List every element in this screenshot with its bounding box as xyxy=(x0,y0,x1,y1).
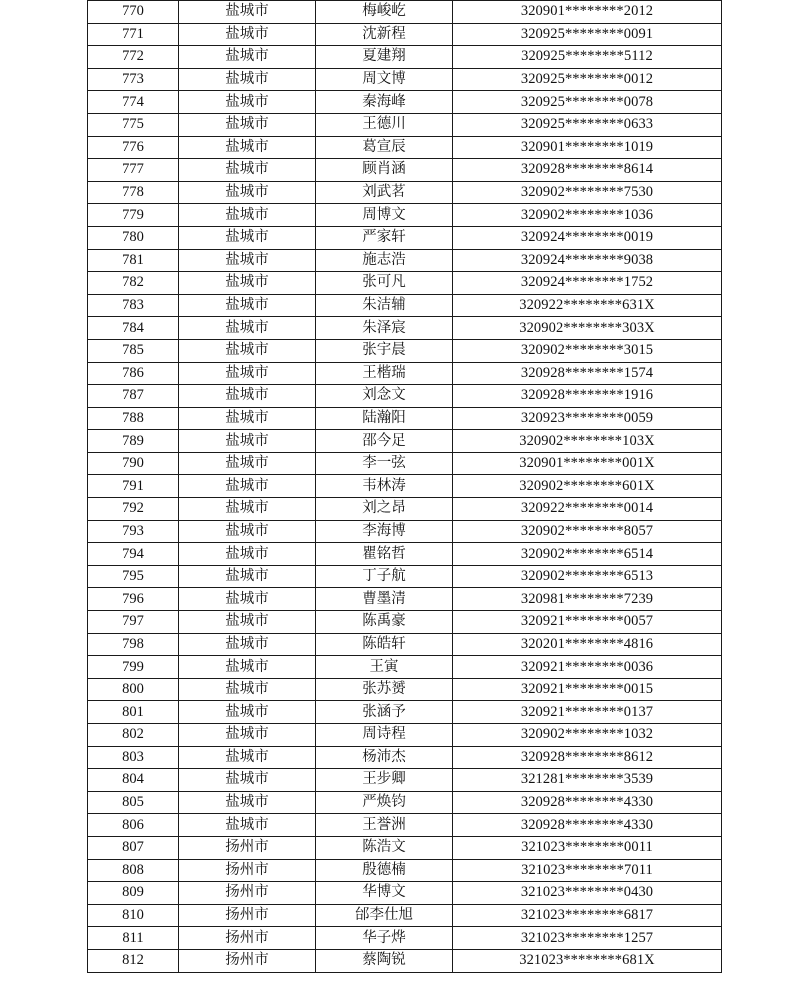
city-cell: 扬州市 xyxy=(179,836,316,859)
person-name-cell: 张宇晨 xyxy=(316,339,453,362)
city-cell: 扬州市 xyxy=(179,882,316,905)
id-number-cell: 320925********0633 xyxy=(453,113,722,136)
row-number-cell: 809 xyxy=(88,882,179,905)
table-row xyxy=(88,701,722,724)
id-number-cell: 320925********0012 xyxy=(453,68,722,91)
city-cell: 盐城市 xyxy=(179,611,316,634)
id-number-cell: 320923********0059 xyxy=(453,407,722,430)
row-number-cell: 782 xyxy=(88,272,179,295)
table-row xyxy=(88,159,722,182)
row-number-cell: 798 xyxy=(88,633,179,656)
table-row xyxy=(88,611,722,634)
row-number-cell: 777 xyxy=(88,159,179,182)
row-number-cell: 807 xyxy=(88,836,179,859)
row-number-cell: 774 xyxy=(88,91,179,114)
city-cell: 盐城市 xyxy=(179,520,316,543)
id-number-cell: 320901********2012 xyxy=(453,1,722,24)
city-cell: 盐城市 xyxy=(179,430,316,453)
table-row xyxy=(88,565,722,588)
table-row xyxy=(88,249,722,272)
person-name-cell: 陈禹豪 xyxy=(316,611,453,634)
person-name-cell: 顾肖涵 xyxy=(316,159,453,182)
id-number-cell: 320928********1574 xyxy=(453,362,722,385)
person-name-cell: 瞿铭哲 xyxy=(316,543,453,566)
id-number-cell: 320902********6514 xyxy=(453,543,722,566)
row-number-cell: 801 xyxy=(88,701,179,724)
table-row xyxy=(88,46,722,69)
person-name-cell: 邰李仕旭 xyxy=(316,904,453,927)
city-cell: 盐城市 xyxy=(179,46,316,69)
person-name-cell: 李海博 xyxy=(316,520,453,543)
table-row xyxy=(88,339,722,362)
city-cell: 盐城市 xyxy=(179,385,316,408)
city-cell: 盐城市 xyxy=(179,204,316,227)
person-name-cell: 王寅 xyxy=(316,656,453,679)
id-number-cell: 321281********3539 xyxy=(453,769,722,792)
id-number-cell: 321023********0011 xyxy=(453,836,722,859)
person-name-cell: 沈新程 xyxy=(316,23,453,46)
city-cell: 盐城市 xyxy=(179,91,316,114)
table-row xyxy=(88,724,722,747)
row-number-cell: 789 xyxy=(88,430,179,453)
table-row xyxy=(88,633,722,656)
person-name-cell: 蔡陶锐 xyxy=(316,949,453,972)
roster-sheet xyxy=(87,0,721,973)
row-number-cell: 793 xyxy=(88,520,179,543)
row-number-cell: 770 xyxy=(88,1,179,24)
city-cell: 盐城市 xyxy=(179,588,316,611)
table-row xyxy=(88,543,722,566)
id-number-cell: 320902********1032 xyxy=(453,724,722,747)
roster-table xyxy=(87,0,722,973)
table-row xyxy=(88,362,722,385)
row-number-cell: 812 xyxy=(88,949,179,972)
table-row xyxy=(88,294,722,317)
row-number-cell: 806 xyxy=(88,814,179,837)
row-number-cell: 802 xyxy=(88,724,179,747)
person-name-cell: 王步卿 xyxy=(316,769,453,792)
id-number-cell: 320902********8057 xyxy=(453,520,722,543)
person-name-cell: 李一弦 xyxy=(316,452,453,475)
person-name-cell: 殷德楠 xyxy=(316,859,453,882)
table-row xyxy=(88,656,722,679)
id-number-cell: 320922********0014 xyxy=(453,498,722,521)
row-number-cell: 784 xyxy=(88,317,179,340)
city-cell: 盐城市 xyxy=(179,272,316,295)
table-row xyxy=(88,68,722,91)
row-number-cell: 794 xyxy=(88,543,179,566)
person-name-cell: 陈皓轩 xyxy=(316,633,453,656)
city-cell: 盐城市 xyxy=(179,362,316,385)
row-number-cell: 800 xyxy=(88,678,179,701)
id-number-cell: 320902********601X xyxy=(453,475,722,498)
person-name-cell: 曹墨清 xyxy=(316,588,453,611)
table-row xyxy=(88,475,722,498)
city-cell: 盐城市 xyxy=(179,565,316,588)
person-name-cell: 朱泽宸 xyxy=(316,317,453,340)
city-cell: 扬州市 xyxy=(179,904,316,927)
person-name-cell: 刘之昂 xyxy=(316,498,453,521)
row-number-cell: 783 xyxy=(88,294,179,317)
row-number-cell: 778 xyxy=(88,181,179,204)
person-name-cell: 葛宣辰 xyxy=(316,136,453,159)
row-number-cell: 776 xyxy=(88,136,179,159)
person-name-cell: 张涵予 xyxy=(316,701,453,724)
city-cell: 扬州市 xyxy=(179,927,316,950)
id-number-cell: 320924********1752 xyxy=(453,272,722,295)
city-cell: 盐城市 xyxy=(179,249,316,272)
row-number-cell: 792 xyxy=(88,498,179,521)
id-number-cell: 320922********631X xyxy=(453,294,722,317)
roster-table-body xyxy=(88,1,722,973)
table-row xyxy=(88,904,722,927)
id-number-cell: 320928********4330 xyxy=(453,814,722,837)
person-name-cell: 朱洁辅 xyxy=(316,294,453,317)
id-number-cell: 320924********9038 xyxy=(453,249,722,272)
table-row xyxy=(88,520,722,543)
city-cell: 盐城市 xyxy=(179,317,316,340)
person-name-cell: 张可凡 xyxy=(316,272,453,295)
row-number-cell: 787 xyxy=(88,385,179,408)
row-number-cell: 781 xyxy=(88,249,179,272)
table-row xyxy=(88,588,722,611)
row-number-cell: 791 xyxy=(88,475,179,498)
id-number-cell: 320901********1019 xyxy=(453,136,722,159)
row-number-cell: 785 xyxy=(88,339,179,362)
row-number-cell: 796 xyxy=(88,588,179,611)
row-number-cell: 795 xyxy=(88,565,179,588)
table-row xyxy=(88,407,722,430)
id-number-cell: 321023********1257 xyxy=(453,927,722,950)
city-cell: 盐城市 xyxy=(179,136,316,159)
row-number-cell: 797 xyxy=(88,611,179,634)
city-cell: 盐城市 xyxy=(179,339,316,362)
id-number-cell: 320902********3015 xyxy=(453,339,722,362)
table-row xyxy=(88,927,722,950)
person-name-cell: 刘武茗 xyxy=(316,181,453,204)
row-number-cell: 804 xyxy=(88,769,179,792)
table-row xyxy=(88,91,722,114)
table-row xyxy=(88,181,722,204)
person-name-cell: 华博文 xyxy=(316,882,453,905)
id-number-cell: 320921********0036 xyxy=(453,656,722,679)
row-number-cell: 811 xyxy=(88,927,179,950)
id-number-cell: 321023********7011 xyxy=(453,859,722,882)
city-cell: 盐城市 xyxy=(179,656,316,679)
id-number-cell: 320928********4330 xyxy=(453,791,722,814)
person-name-cell: 王楷瑞 xyxy=(316,362,453,385)
row-number-cell: 780 xyxy=(88,226,179,249)
city-cell: 盐城市 xyxy=(179,181,316,204)
table-row xyxy=(88,882,722,905)
id-number-cell: 320902********303X xyxy=(453,317,722,340)
id-number-cell: 320901********001X xyxy=(453,452,722,475)
person-name-cell: 严焕钧 xyxy=(316,791,453,814)
table-row xyxy=(88,814,722,837)
table-row xyxy=(88,272,722,295)
table-row xyxy=(88,385,722,408)
person-name-cell: 夏建翔 xyxy=(316,46,453,69)
id-number-cell: 320902********1036 xyxy=(453,204,722,227)
id-number-cell: 320981********7239 xyxy=(453,588,722,611)
city-cell: 盐城市 xyxy=(179,633,316,656)
person-name-cell: 邵今足 xyxy=(316,430,453,453)
table-row xyxy=(88,113,722,136)
city-cell: 盐城市 xyxy=(179,113,316,136)
table-row xyxy=(88,317,722,340)
row-number-cell: 790 xyxy=(88,452,179,475)
id-number-cell: 320201********4816 xyxy=(453,633,722,656)
row-number-cell: 810 xyxy=(88,904,179,927)
table-row xyxy=(88,949,722,972)
city-cell: 盐城市 xyxy=(179,814,316,837)
city-cell: 盐城市 xyxy=(179,543,316,566)
city-cell: 盐城市 xyxy=(179,498,316,521)
id-number-cell: 320921********0015 xyxy=(453,678,722,701)
id-number-cell: 320921********0057 xyxy=(453,611,722,634)
id-number-cell: 320925********0078 xyxy=(453,91,722,114)
city-cell: 盐城市 xyxy=(179,678,316,701)
city-cell: 盐城市 xyxy=(179,68,316,91)
person-name-cell: 王誉洲 xyxy=(316,814,453,837)
person-name-cell: 丁子航 xyxy=(316,565,453,588)
table-row xyxy=(88,769,722,792)
id-number-cell: 320902********103X xyxy=(453,430,722,453)
city-cell: 盐城市 xyxy=(179,452,316,475)
table-row xyxy=(88,226,722,249)
city-cell: 扬州市 xyxy=(179,859,316,882)
table-row xyxy=(88,136,722,159)
person-name-cell: 周诗程 xyxy=(316,724,453,747)
person-name-cell: 周博文 xyxy=(316,204,453,227)
person-name-cell: 周文博 xyxy=(316,68,453,91)
id-number-cell: 320925********5112 xyxy=(453,46,722,69)
person-name-cell: 杨沛杰 xyxy=(316,746,453,769)
city-cell: 盐城市 xyxy=(179,724,316,747)
table-row xyxy=(88,1,722,24)
table-row xyxy=(88,836,722,859)
id-number-cell: 320902********7530 xyxy=(453,181,722,204)
person-name-cell: 严家轩 xyxy=(316,226,453,249)
row-number-cell: 779 xyxy=(88,204,179,227)
person-name-cell: 王德川 xyxy=(316,113,453,136)
id-number-cell: 320928********1916 xyxy=(453,385,722,408)
id-number-cell: 321023********0430 xyxy=(453,882,722,905)
row-number-cell: 799 xyxy=(88,656,179,679)
row-number-cell: 772 xyxy=(88,46,179,69)
city-cell: 盐城市 xyxy=(179,1,316,24)
table-row xyxy=(88,791,722,814)
table-row xyxy=(88,678,722,701)
city-cell: 盐城市 xyxy=(179,475,316,498)
city-cell: 盐城市 xyxy=(179,23,316,46)
city-cell: 盐城市 xyxy=(179,746,316,769)
person-name-cell: 韦林涛 xyxy=(316,475,453,498)
table-row xyxy=(88,430,722,453)
city-cell: 盐城市 xyxy=(179,226,316,249)
city-cell: 盐城市 xyxy=(179,791,316,814)
table-row xyxy=(88,859,722,882)
id-number-cell: 321023********6817 xyxy=(453,904,722,927)
person-name-cell: 华子烨 xyxy=(316,927,453,950)
person-name-cell: 施志浩 xyxy=(316,249,453,272)
row-number-cell: 771 xyxy=(88,23,179,46)
id-number-cell: 320924********0019 xyxy=(453,226,722,249)
city-cell: 盐城市 xyxy=(179,769,316,792)
table-row xyxy=(88,498,722,521)
row-number-cell: 775 xyxy=(88,113,179,136)
id-number-cell: 320928********8612 xyxy=(453,746,722,769)
person-name-cell: 梅峻屹 xyxy=(316,1,453,24)
city-cell: 盐城市 xyxy=(179,159,316,182)
person-name-cell: 陈浩文 xyxy=(316,836,453,859)
table-row xyxy=(88,746,722,769)
person-name-cell: 张苏赟 xyxy=(316,678,453,701)
row-number-cell: 803 xyxy=(88,746,179,769)
person-name-cell: 陆瀚阳 xyxy=(316,407,453,430)
row-number-cell: 773 xyxy=(88,68,179,91)
person-name-cell: 刘念文 xyxy=(316,385,453,408)
table-row xyxy=(88,23,722,46)
id-number-cell: 320921********0137 xyxy=(453,701,722,724)
id-number-cell: 320902********6513 xyxy=(453,565,722,588)
table-row xyxy=(88,204,722,227)
id-number-cell: 321023********681X xyxy=(453,949,722,972)
row-number-cell: 788 xyxy=(88,407,179,430)
city-cell: 盐城市 xyxy=(179,407,316,430)
row-number-cell: 808 xyxy=(88,859,179,882)
person-name-cell: 秦海峰 xyxy=(316,91,453,114)
row-number-cell: 805 xyxy=(88,791,179,814)
id-number-cell: 320925********0091 xyxy=(453,23,722,46)
row-number-cell: 786 xyxy=(88,362,179,385)
table-row xyxy=(88,452,722,475)
city-cell: 扬州市 xyxy=(179,949,316,972)
city-cell: 盐城市 xyxy=(179,701,316,724)
id-number-cell: 320928********8614 xyxy=(453,159,722,182)
city-cell: 盐城市 xyxy=(179,294,316,317)
